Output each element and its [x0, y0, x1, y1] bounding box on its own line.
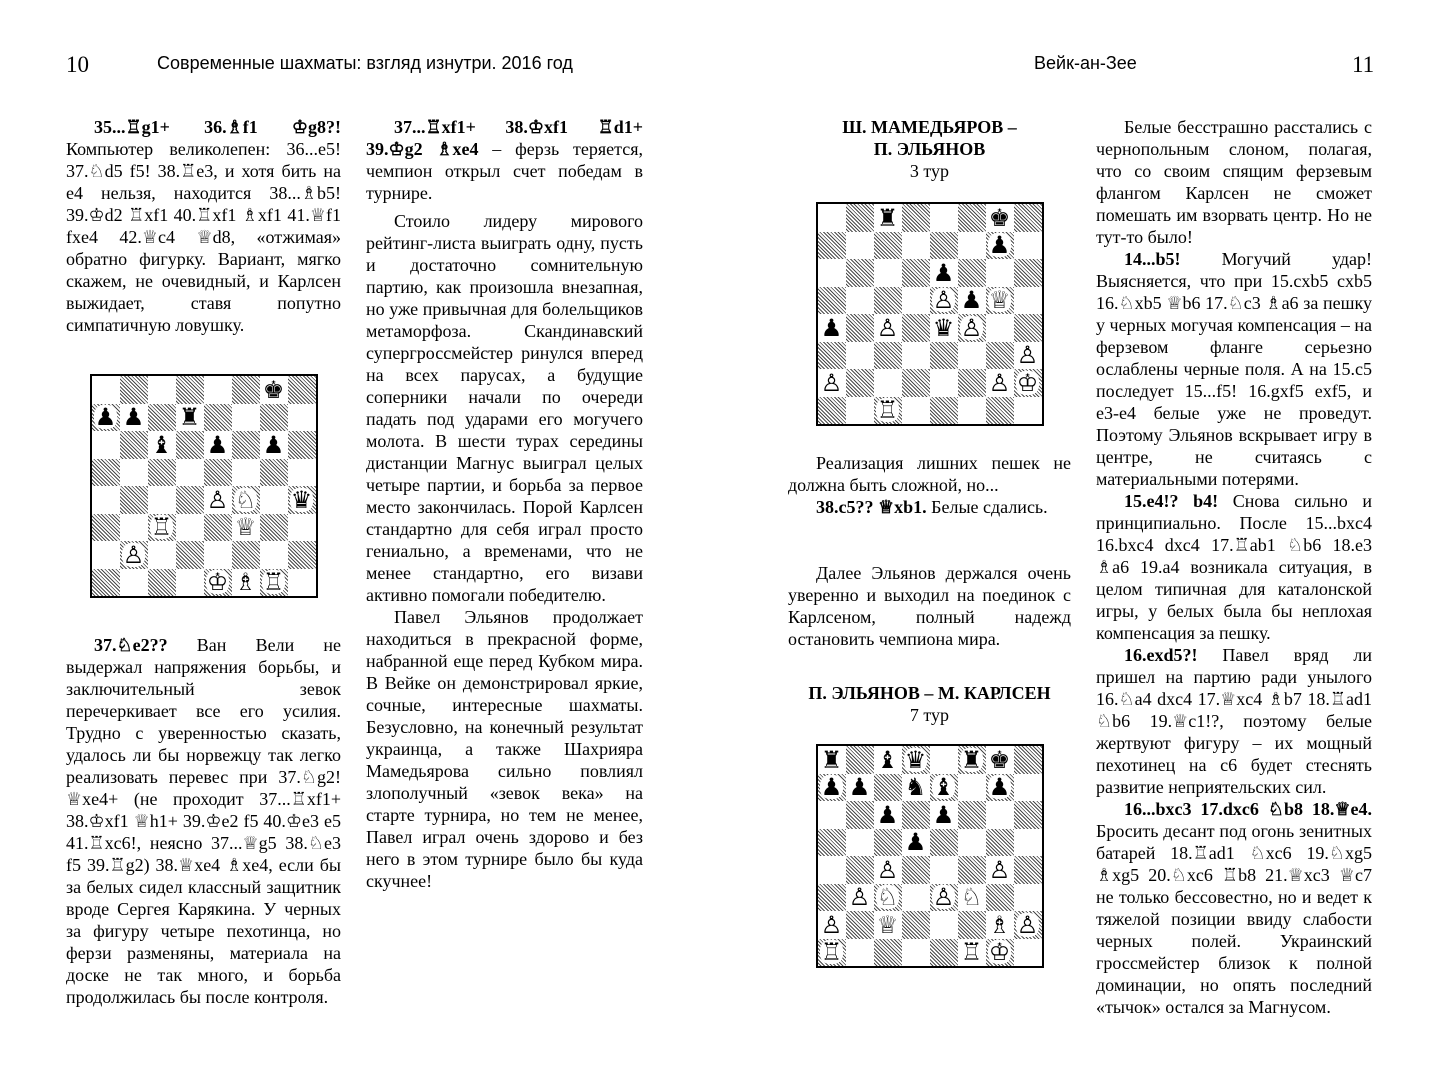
black-pawn-icon: ♟ [820, 773, 843, 801]
board-square [930, 746, 958, 774]
black-rook-icon: ♜ [178, 403, 201, 431]
black-pawn-icon: ♟ [988, 773, 1011, 801]
black-rook-icon: ♜ [960, 746, 983, 774]
white-pawn-icon: ♙ [876, 856, 899, 884]
annotation-paragraph [66, 116, 341, 336]
board-square [260, 541, 288, 569]
board-square [204, 459, 232, 487]
board-square [902, 342, 930, 370]
right-column-2 [1096, 116, 1372, 1018]
board-square [288, 404, 316, 432]
board-square [1014, 774, 1042, 802]
board-square [874, 939, 902, 967]
board-square [958, 397, 986, 425]
annotation-text: Белые сдались. [926, 497, 1048, 517]
board-square [818, 342, 846, 370]
board-square [986, 232, 1014, 260]
board-square [204, 404, 232, 432]
white-pawn-icon: ♙ [1016, 911, 1039, 939]
board-square [846, 911, 874, 939]
board-square [846, 856, 874, 884]
black-pawn-icon: ♟ [206, 431, 229, 459]
board-square [986, 746, 1014, 774]
board-square [986, 801, 1014, 829]
board-square [930, 204, 958, 232]
board-square [958, 369, 986, 397]
body-paragraph: Реализация лишних пешек не должна быть сложной, но... [788, 453, 1071, 495]
game-round: 7 тур [909, 705, 950, 725]
left-page [0, 0, 718, 1080]
board-square [930, 314, 958, 342]
board-square [148, 514, 176, 542]
board-square [958, 884, 986, 912]
board-square [986, 369, 1014, 397]
body-paragraph: Далее Эльянов держался очень уверенно и выходил на поединок с Карлсеном, полный надежд остановить чемпиона мира. [788, 563, 1071, 649]
board-square [874, 369, 902, 397]
board-square [120, 541, 148, 569]
white-king-icon: ♔ [988, 938, 1011, 966]
black-pawn-icon: ♟ [988, 231, 1011, 259]
board-square [930, 801, 958, 829]
board-square [902, 204, 930, 232]
board-square [958, 856, 986, 884]
white-king-icon: ♔ [206, 568, 229, 596]
board-square [930, 342, 958, 370]
board-square [92, 486, 120, 514]
board-square [846, 884, 874, 912]
board-square [232, 514, 260, 542]
board-square [1014, 259, 1042, 287]
board-square [260, 514, 288, 542]
white-pawn-icon: ♙ [988, 369, 1011, 397]
board-square [120, 431, 148, 459]
board-square [930, 774, 958, 802]
black-pawn-icon: ♟ [94, 403, 117, 431]
game-title-black: П. ЭЛЬЯНОВ [873, 139, 986, 159]
running-head-left: Современные шахматы: взгляд изнутри. 2016 год [157, 53, 573, 73]
game-title-white: Ш. МАМЕДЬЯРОВ – [842, 117, 1017, 137]
board-square [986, 774, 1014, 802]
board-square [232, 376, 260, 404]
board-square [818, 884, 846, 912]
board-square [176, 541, 204, 569]
board-square [958, 829, 986, 857]
board-square [846, 287, 874, 315]
annotation-text: – ферзь теряется, чемпион открыл счет победам в турнире. [366, 139, 643, 203]
page-number-left: 10 [66, 52, 89, 77]
white-rook-icon: ♖ [960, 938, 983, 966]
board-square [288, 514, 316, 542]
black-bishop-icon: ♝ [150, 431, 173, 459]
board-square [902, 774, 930, 802]
board-square [958, 287, 986, 315]
board-square [1014, 911, 1042, 939]
white-queen-icon: ♕ [234, 513, 257, 541]
black-queen-icon: ♛ [290, 486, 313, 514]
chess-diagram-mamedyarov-eljanov [816, 202, 1044, 426]
board-square [846, 342, 874, 370]
board-square [902, 801, 930, 829]
board-square [986, 342, 1014, 370]
annotation-paragraph [66, 634, 341, 1008]
board-square [986, 911, 1014, 939]
board-square [818, 829, 846, 857]
board-square [818, 774, 846, 802]
board-square [874, 314, 902, 342]
board-square [902, 829, 930, 857]
white-knight-icon: ♘ [234, 486, 257, 514]
board-square [902, 314, 930, 342]
board-square [232, 486, 260, 514]
board-square [204, 541, 232, 569]
board-square [874, 204, 902, 232]
board-square [902, 397, 930, 425]
board-square [986, 287, 1014, 315]
board-square [176, 486, 204, 514]
board-square [930, 287, 958, 315]
board-square [846, 232, 874, 260]
board-square [818, 232, 846, 260]
black-pawn-icon: ♟ [876, 801, 899, 829]
board-square [846, 829, 874, 857]
board-square [930, 856, 958, 884]
move-notation: 37...♖xf1+ 38.♔xf1 ♖d1+ 39.♔g2 ♗xe4 [366, 117, 643, 159]
board-square [288, 459, 316, 487]
board-square [902, 939, 930, 967]
board-square [176, 404, 204, 432]
move-notation: 35...♖g1+ 36.♗f1 ♔g8?! [94, 117, 341, 137]
black-pawn-icon: ♟ [848, 773, 871, 801]
board-square [930, 397, 958, 425]
board-square [1014, 287, 1042, 315]
black-pawn-icon: ♟ [960, 286, 983, 314]
board-square [260, 459, 288, 487]
board-square [986, 939, 1014, 967]
board-square [958, 204, 986, 232]
board-square [902, 369, 930, 397]
board-square [874, 829, 902, 857]
annotation-paragraph [366, 116, 643, 204]
black-knight-icon: ♞ [904, 773, 927, 801]
board-square [120, 569, 148, 597]
board-square [986, 397, 1014, 425]
white-pawn-icon: ♙ [122, 541, 145, 569]
board-square [986, 884, 1014, 912]
black-pawn-icon: ♟ [904, 828, 927, 856]
board-square [958, 911, 986, 939]
board-square [874, 911, 902, 939]
white-pawn-icon: ♙ [988, 856, 1011, 884]
board-square [260, 486, 288, 514]
board-square [204, 514, 232, 542]
board-square [148, 486, 176, 514]
board-square [818, 204, 846, 232]
board-square [288, 569, 316, 597]
board-square [288, 541, 316, 569]
board-square [120, 486, 148, 514]
board-square [1014, 204, 1042, 232]
board-square [148, 459, 176, 487]
board-square [260, 431, 288, 459]
board-square [176, 569, 204, 597]
page-number-right: 11 [1352, 52, 1375, 77]
board-square [260, 404, 288, 432]
board-square [986, 829, 1014, 857]
board-square [818, 911, 846, 939]
move-notation: 38.c5?? ♕xb1. [816, 497, 927, 517]
board-square [986, 259, 1014, 287]
black-pawn-icon: ♟ [932, 259, 955, 287]
left-column-2 [366, 116, 643, 892]
board-square [818, 287, 846, 315]
board-square [120, 404, 148, 432]
left-column-1 [66, 116, 341, 1008]
board-square [874, 746, 902, 774]
move-notation: 37.♘e2?? [94, 635, 168, 655]
black-queen-icon: ♛ [904, 746, 927, 774]
annotation-paragraph [1096, 644, 1372, 798]
board-square [148, 376, 176, 404]
annotation-paragraph [1096, 490, 1372, 644]
board-square [204, 569, 232, 597]
board-square [818, 397, 846, 425]
white-bishop-icon: ♗ [234, 568, 257, 596]
move-notation: 14...b5! [1124, 249, 1181, 269]
board-square [818, 314, 846, 342]
board-square [846, 259, 874, 287]
annotation-text: Компьютер великолепен: 36...e5! 37.♘d5 f5! 38.♖e3, и хотя бить на e4 нельзя, находится 38...♗b5! 39.♔d2 ♖xf1 40.♖xf1 ♗xf1 41.♕f1 fxe4 42.♕c4 ♕d8, «отжимая» обратно фигурку. Вариант, мягко скажем, не очевидный, и Карлсен выжидает, ставя попутно симпатичную ловушку. [66, 139, 341, 335]
board-square [176, 459, 204, 487]
white-rook-icon: ♖ [262, 568, 285, 596]
board-square [846, 369, 874, 397]
board-square [874, 259, 902, 287]
board-square [92, 431, 120, 459]
white-pawn-icon: ♙ [932, 286, 955, 314]
board-square [1014, 232, 1042, 260]
body-paragraph: Павел Эльянов продолжает находиться в прекрасной форме, набранной еще перед Кубком мира. В Вейке он демонстрировал яркие, сочные, интересные шахматы. Безусловно, на конечный результат украинца, а также Шахрияра Мамедьярова сильно повлиял злополучный «зевок века» на старте турнира, но тем не менее, Павел играл очень здорово и без него в этом турнире было бы куда скучнее! [366, 607, 643, 891]
running-head-right: Вейк-ан-Зее [1034, 53, 1137, 73]
board-square [874, 397, 902, 425]
annotation-text: Могучий удар! Выясняется, что при 15.cxb5 cxb5 16.♘xb5 ♕b6 17.♘c3 ♗a6 за пешку у черных могучая компенсация – на ферзевом фланге серьезно ослаблены черные поля. А на 15.c5 последует 15...f5! 16.gxf5 exf5, и e3-e4 белые уже не проведут. Поэтому Эльянов вскрывает игру в центре, не считаясь с материальными потерями. [1096, 249, 1372, 489]
board-square [1014, 369, 1042, 397]
board-square [930, 259, 958, 287]
board-square [204, 376, 232, 404]
white-pawn-icon: ♙ [206, 486, 229, 514]
annotation-text: Бросить десант под огонь зенитных батарей 18.♖ad1 ♘xc6 19.♘xg5 ♗xg5 20.♘xc6 ♖b8 21.♕xc3 ♕c7 не только бессовестно, но и ведет к тяжелой позиции ввиду слабости черных полей. Украинский гроссмейстер близок к полной доминации, но опять последний «тычок» остался за Магнусом. [1096, 821, 1372, 1017]
board-square [204, 486, 232, 514]
board-square [930, 232, 958, 260]
board-square [92, 541, 120, 569]
board-square [92, 459, 120, 487]
board-square [930, 911, 958, 939]
white-pawn-icon: ♙ [820, 369, 843, 397]
white-pawn-icon: ♙ [960, 314, 983, 342]
board-square [902, 856, 930, 884]
board-square [818, 369, 846, 397]
board-square [818, 259, 846, 287]
board-square [1014, 939, 1042, 967]
board-square [930, 884, 958, 912]
board-square [204, 431, 232, 459]
black-king-icon: ♚ [988, 746, 1011, 774]
board-square [846, 397, 874, 425]
white-pawn-icon: ♙ [932, 883, 955, 911]
board-square [902, 911, 930, 939]
board-square [846, 801, 874, 829]
board-square [1014, 397, 1042, 425]
board-square [232, 541, 260, 569]
white-knight-icon: ♘ [876, 883, 899, 911]
white-pawn-icon: ♙ [820, 911, 843, 939]
board-square [120, 514, 148, 542]
board-square [846, 204, 874, 232]
annotation-paragraph [1096, 248, 1372, 490]
board-square [148, 431, 176, 459]
board-square [958, 232, 986, 260]
board-square [232, 569, 260, 597]
move-notation: 15.e4!? b4! [1124, 491, 1219, 511]
board-square [958, 259, 986, 287]
board-square [288, 486, 316, 514]
board-square [1014, 801, 1042, 829]
black-rook-icon: ♜ [876, 204, 899, 232]
board-square [1014, 856, 1042, 884]
board-square [874, 342, 902, 370]
black-king-icon: ♚ [262, 376, 285, 404]
board-square [874, 884, 902, 912]
move-notation: 16.exd5?! [1124, 645, 1198, 665]
body-paragraph: Стоило лидеру мирового рейтинг-листа выиграть одну, пусть и достаточно сомнительную партию, как произошла внезапная, но уже привычная для болельщиков метаморфоза. Скандинавский супергроссмейстер ринулся вперед на всех парусах, а будущие соперники начали по очереди падать под ударами его могучего молота. В шести турах середины дистанции Магнус выиграл целых четыре партии, и борьба за первое место закончилась. Порой Карлсен стандартно для себя играл просто гениально, а временами, что не менее стандартно, его визави активно помогали победителю. [366, 211, 643, 605]
annotation-text: Павел вряд ли пришел на партию ради унылого 16.♘a4 dxc4 17.♕xc4 ♗b7 18.♖ad1 ♘b6 19.♕c1!?, поэтому белые жертвуют фигуру – их мощный пехотинец на c6 будет стеснять развитие неприятельских сил. [1096, 645, 1372, 797]
board-square [958, 939, 986, 967]
board-square [958, 746, 986, 774]
board-square [1014, 342, 1042, 370]
body-paragraph: Белые бесстрашно расстались с чернопольным слоном, полагая, что со своим спящим ферзевым флангом Карлсен не сможет помешать им взорвать центр. Но не тут-то было! [1096, 117, 1372, 247]
board-square [846, 774, 874, 802]
black-pawn-icon: ♟ [820, 314, 843, 342]
board-square [92, 376, 120, 404]
right-page [718, 0, 1436, 1080]
board-square [288, 376, 316, 404]
board-square [902, 232, 930, 260]
board-square [148, 569, 176, 597]
board-square [1014, 829, 1042, 857]
annotation-text: Снова сильно и принципиально. После 15...bxc4 16.bxc4 dxc4 17.♖ab1 ♘b6 18.e3 ♗a6 19.a4 возникала ситуация, в целом типичная для каталонской игры, у белых была бы неплохая компенсация за пешку. [1096, 491, 1372, 643]
right-column-1 [788, 116, 1071, 968]
board-square [874, 287, 902, 315]
white-knight-icon: ♘ [960, 883, 983, 911]
board-square [818, 939, 846, 967]
black-pawn-icon: ♟ [122, 403, 145, 431]
board-square [176, 431, 204, 459]
board-square [260, 569, 288, 597]
board-square [846, 746, 874, 774]
board-square [1014, 314, 1042, 342]
board-square [930, 939, 958, 967]
board-square [1014, 746, 1042, 774]
white-pawn-icon: ♙ [876, 314, 899, 342]
board-square [902, 287, 930, 315]
board-square [930, 829, 958, 857]
annotation-text: Ван Вели не выдержал напряжения борьбы, и заключительный зевок перечеркивает все его усилия. Трудно с уверенностью сказать, удалось ли бы норвежцу так легко реализовать перевес при 37.♘g2! ♕xe4+ (не проходит 37...♖xf1+ 38.♔xf1 ♕h1+ 39.♔e2 f5 40.♔e3 e5 41.♖xc6!, неясно 37...♕g5 38.♘e3 f5 39.♖g2) 38.♕xe4 ♗xe4, если бы за белых сидел классный защитник вроде Сергея Карякина. У черных за фигуру четыре пехотинца, но ферзи разменяны, материала на доске не так много, и борьба продолжилась бы после контроля. [66, 635, 341, 1007]
board-square [818, 856, 846, 884]
board-square [846, 314, 874, 342]
board-square [874, 801, 902, 829]
board-square [92, 569, 120, 597]
board-square [260, 376, 288, 404]
board-square [986, 856, 1014, 884]
board-square [176, 376, 204, 404]
board-square [176, 514, 204, 542]
board-square [902, 259, 930, 287]
white-queen-icon: ♕ [988, 286, 1011, 314]
board-square [1014, 884, 1042, 912]
board-square [92, 404, 120, 432]
black-queen-icon: ♛ [932, 314, 955, 342]
board-square [930, 369, 958, 397]
chess-diagram-van-wely-carlsen [90, 374, 318, 598]
board-square [902, 884, 930, 912]
board-square [232, 459, 260, 487]
board-square [902, 746, 930, 774]
board-square [958, 774, 986, 802]
white-rook-icon: ♖ [150, 513, 173, 541]
black-pawn-icon: ♟ [932, 801, 955, 829]
board-square [148, 541, 176, 569]
white-queen-icon: ♕ [876, 911, 899, 939]
board-square [958, 314, 986, 342]
board-square [120, 459, 148, 487]
annotation-paragraph [1096, 798, 1372, 1018]
black-pawn-icon: ♟ [262, 431, 285, 459]
board-square [818, 801, 846, 829]
move-notation: 16...bxc3 17.dxc6 ♘b8 18.♕e4. [1124, 799, 1372, 819]
white-rook-icon: ♖ [820, 938, 843, 966]
board-square [288, 431, 316, 459]
black-rook-icon: ♜ [820, 746, 843, 774]
white-rook-icon: ♖ [876, 396, 899, 424]
board-square [986, 204, 1014, 232]
board-square [148, 404, 176, 432]
white-pawn-icon: ♙ [848, 883, 871, 911]
white-bishop-icon: ♗ [988, 911, 1011, 939]
board-square [874, 232, 902, 260]
board-square [846, 939, 874, 967]
board-square [874, 774, 902, 802]
board-square [232, 404, 260, 432]
board-square [874, 856, 902, 884]
board-square [120, 376, 148, 404]
black-king-icon: ♚ [988, 204, 1011, 232]
board-square [92, 514, 120, 542]
game-title: П. ЭЛЬЯНОВ – М. КАРЛСЕН [808, 683, 1051, 703]
white-king-icon: ♔ [1016, 369, 1039, 397]
game-round: 3 тур [909, 161, 950, 181]
white-pawn-icon: ♙ [1016, 341, 1039, 369]
board-square [818, 746, 846, 774]
black-bishop-icon: ♝ [876, 746, 899, 774]
board-square [232, 431, 260, 459]
board-square [958, 342, 986, 370]
board-square [986, 314, 1014, 342]
annotation-paragraph [788, 496, 1071, 518]
board-square [958, 801, 986, 829]
black-bishop-icon: ♝ [932, 773, 955, 801]
chess-diagram-eljanov-carlsen [816, 744, 1044, 968]
